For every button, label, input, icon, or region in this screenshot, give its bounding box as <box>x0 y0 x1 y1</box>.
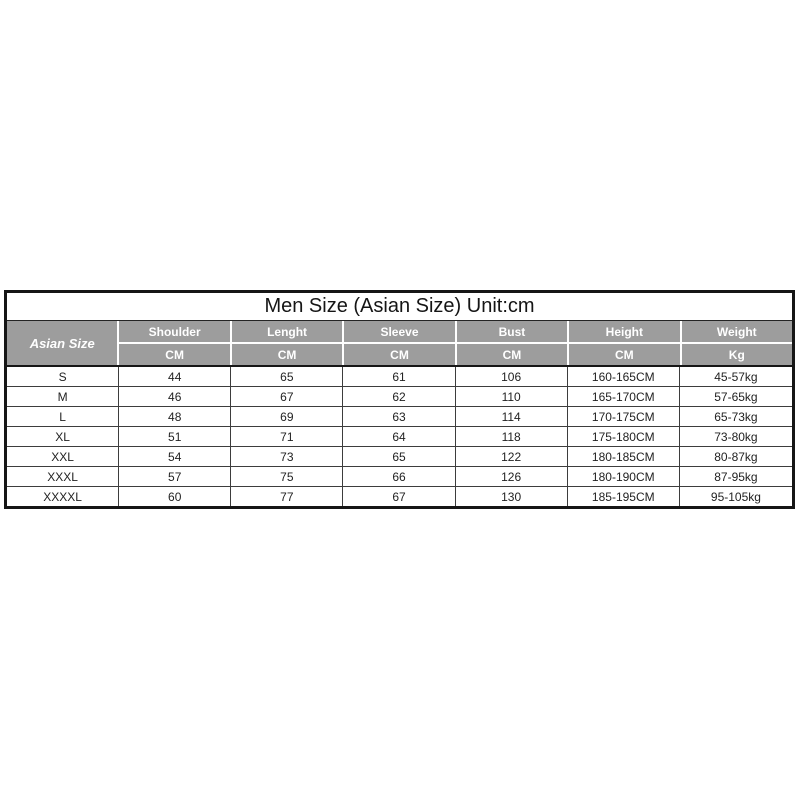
size-cell: XXL <box>7 447 119 466</box>
data-cell: 118 <box>456 427 568 446</box>
data-cell: 73-80kg <box>680 427 792 446</box>
data-cell: 61 <box>343 367 455 386</box>
data-cell: 54 <box>119 447 231 466</box>
table-row-xxxl <box>7 467 792 487</box>
data-cell: 45-57kg <box>680 367 792 386</box>
data-cell: 69 <box>231 407 343 426</box>
size-cell: M <box>7 387 119 406</box>
header-unit: CM <box>119 344 229 365</box>
header-label: Sleeve <box>344 321 454 342</box>
data-cell: 130 <box>456 487 568 506</box>
data-cell: 95-105kg <box>680 487 792 506</box>
data-cell: 110 <box>456 387 568 406</box>
table-row-xxl <box>7 447 792 467</box>
header-label: Weight <box>682 321 792 342</box>
size-chart-table <box>4 290 795 509</box>
header-col-height <box>569 321 679 365</box>
data-cell: 57-65kg <box>680 387 792 406</box>
header-unit: CM <box>569 344 679 365</box>
data-cell: 170-175CM <box>568 407 680 426</box>
data-cell: 75 <box>231 467 343 486</box>
data-cell: 114 <box>456 407 568 426</box>
header-col-shoulder <box>119 321 229 365</box>
data-cell: 160-165CM <box>568 367 680 386</box>
table-row-xl <box>7 427 792 447</box>
data-cell: 87-95kg <box>680 467 792 486</box>
table-row-s <box>7 367 792 387</box>
data-cell: 80-87kg <box>680 447 792 466</box>
data-cell: 185-195CM <box>568 487 680 506</box>
data-cell: 71 <box>231 427 343 446</box>
size-cell: XL <box>7 427 119 446</box>
data-cell: 180-185CM <box>568 447 680 466</box>
data-cell: 46 <box>119 387 231 406</box>
data-cell: 60 <box>119 487 231 506</box>
data-cell: 65 <box>231 367 343 386</box>
table-body <box>7 367 792 506</box>
data-cell: 51 <box>119 427 231 446</box>
data-cell: 180-190CM <box>568 467 680 486</box>
header-col-lenght <box>232 321 342 365</box>
header-label: Height <box>569 321 679 342</box>
header-unit: CM <box>232 344 342 365</box>
data-cell: 67 <box>343 487 455 506</box>
data-cell: 63 <box>343 407 455 426</box>
size-cell: XXXXL <box>7 487 119 506</box>
size-cell: XXXL <box>7 467 119 486</box>
data-cell: 73 <box>231 447 343 466</box>
data-cell: 175-180CM <box>568 427 680 446</box>
data-cell: 64 <box>343 427 455 446</box>
data-cell: 67 <box>231 387 343 406</box>
header-label: Bust <box>457 321 567 342</box>
header-col-bust <box>457 321 567 365</box>
table-row-xxxxl <box>7 487 792 506</box>
data-cell: 122 <box>456 447 568 466</box>
size-cell: S <box>7 367 119 386</box>
data-cell: 66 <box>343 467 455 486</box>
header-label: Lenght <box>232 321 342 342</box>
header-unit: CM <box>457 344 567 365</box>
data-cell: 57 <box>119 467 231 486</box>
data-cell: 65-73kg <box>680 407 792 426</box>
data-cell: 65 <box>343 447 455 466</box>
header-unit: Kg <box>682 344 792 365</box>
data-cell: 165-170CM <box>568 387 680 406</box>
data-cell: 126 <box>456 467 568 486</box>
table-row-m <box>7 387 792 407</box>
data-cell: 77 <box>231 487 343 506</box>
table-title: Men Size (Asian Size) Unit:cm <box>7 293 792 321</box>
header-col-sleeve <box>344 321 454 365</box>
size-cell: L <box>7 407 119 426</box>
data-cell: 44 <box>119 367 231 386</box>
header-label: Shoulder <box>119 321 229 342</box>
header-unit: CM <box>344 344 454 365</box>
table-row-l <box>7 407 792 427</box>
header-asian-size: Asian Size <box>7 321 117 365</box>
data-cell: 48 <box>119 407 231 426</box>
data-cell: 106 <box>456 367 568 386</box>
table-header <box>7 321 792 367</box>
data-cell: 62 <box>343 387 455 406</box>
header-col-weight <box>682 321 792 365</box>
